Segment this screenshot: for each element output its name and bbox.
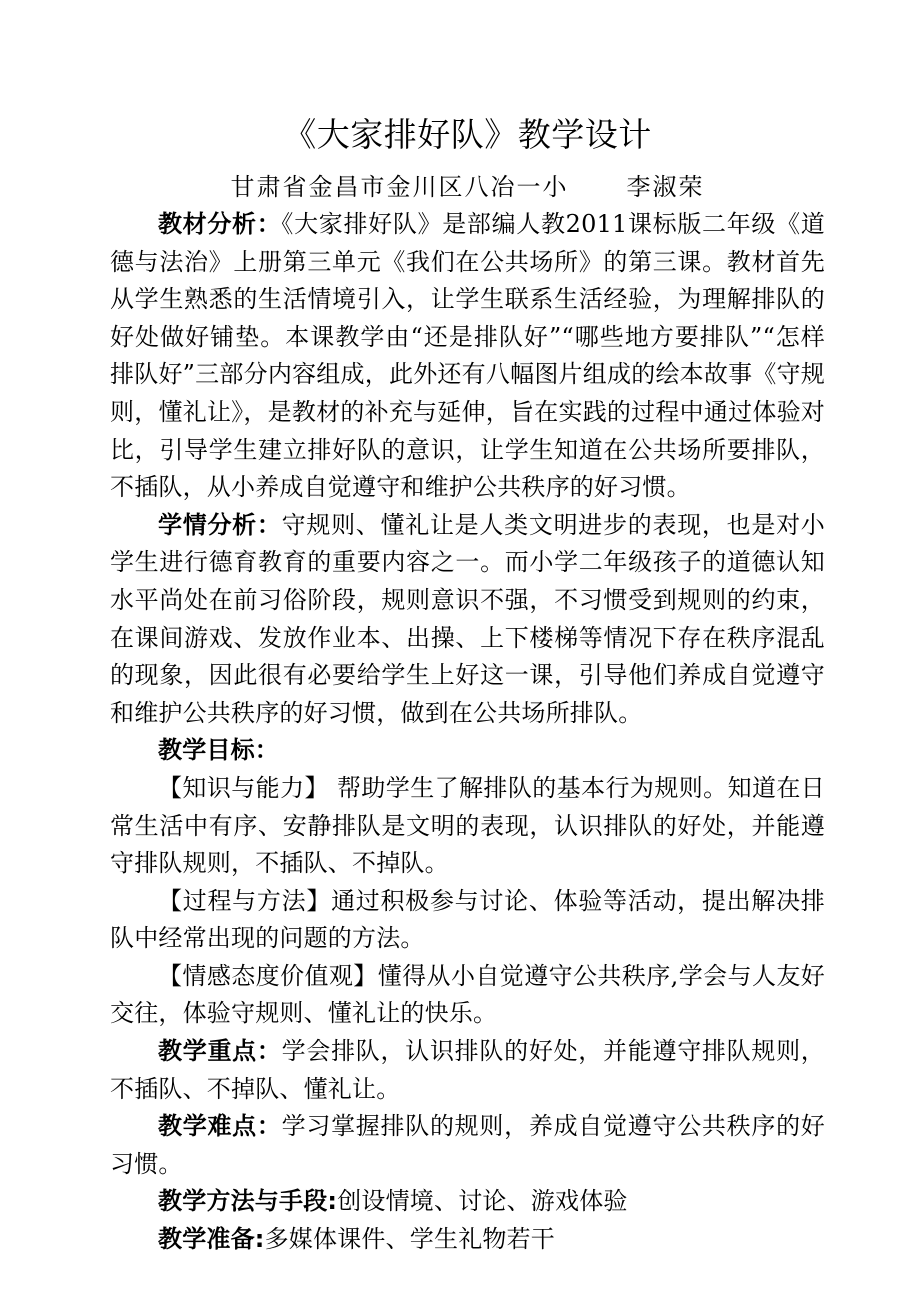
goal-emotion-text: 懂得从小自觉遵守公共秩序,学会与人友好交往，体验守规则、懂礼让的快乐。 (110, 961, 825, 1028)
method-text: 创设情境、讨论、游戏体验 (337, 1187, 628, 1216)
difficulty-label: 教学难点： (158, 1112, 282, 1141)
goals-heading (110, 732, 825, 770)
method-label: 教学方法与手段: (158, 1187, 338, 1216)
method-paragraph (110, 1183, 825, 1221)
goal-emotion-paragraph (110, 958, 825, 1033)
key-point-label: 教学重点： (158, 1037, 282, 1066)
preparation-paragraph (110, 1221, 825, 1259)
author-name: 李淑荣 (626, 173, 705, 201)
goal-process-paragraph (110, 883, 825, 958)
preparation-text: 多媒体课件、学生礼物若干 (264, 1225, 556, 1254)
key-point-paragraph (110, 1033, 825, 1108)
difficulty-paragraph (110, 1108, 825, 1183)
difficulty-text: 学习掌握排队的规则，养成自觉遵守公共秩序的好习惯。 (110, 1112, 826, 1178)
goal-process-label: 【过程与方法】 (158, 886, 332, 915)
goals-label: 教学目标： (158, 736, 279, 765)
student-analysis-label: 学情分析： (158, 510, 282, 539)
author-line (110, 170, 825, 204)
material-analysis-text: 《大家排好队》是部编人教2011课标版二年级《道德与法治》上册第三单元《我们在公共场所》的第三课。教材首先从学生熟悉的生活情境引入，让学生联系生活经验，为理解排队的好处做好铺垫。本课教学由“还是排队好”“哪些地方要排队”“怎样排队好”三部分内容组成，此外还有八幅图片组成的绘本故事《守规则，懂礼让》，是教材的补充与延伸，旨在实践的过程中通过体验对比，引导学生建立排好队的意识，让学生知道在公共场所要排队，不插队，从小养成自觉遵守和维护公共秩序的好习惯。 (110, 210, 825, 502)
goal-knowledge-label: 【知识与能力】 (158, 773, 329, 802)
goal-knowledge-text: 帮助学生了解排队的基本行为规则。知道在日常生活中有序、安静排队是文明的表现，认识排队的好处，并能遵守排队规则，不插队、不掉队。 (110, 773, 826, 878)
document-page (110, 112, 825, 1259)
author-school: 甘肃省金昌市金川区八冶一小 (230, 173, 569, 201)
preparation-label: 教学准备: (158, 1225, 265, 1254)
goal-process-text: 通过积极参与讨论、体验等活动，提出解决排队中经常出现的问题的方法。 (110, 886, 825, 953)
material-analysis-label: 教材分析： (158, 210, 282, 238)
student-analysis-paragraph (110, 507, 825, 733)
key-point-text: 学会排队，认识排队的好处，并能遵守排队规则，不插队、不掉队、懂礼让。 (110, 1037, 826, 1103)
document-title: 《大家排好队》教学设计 (283, 115, 652, 154)
goal-emotion-label: 【情感态度价值观】 (158, 961, 378, 990)
material-analysis-paragraph (110, 206, 825, 507)
student-analysis-text: 守规则、懂礼让是人类文明进步的表现，也是对小学生进行德育教育的重要内容之一。而小学二年级孩子的道德认知水平尚处在前习俗阶段，规则意识不强，不习惯受到规则的约束，在课间游戏、发放作业本、出操、上下楼梯等情况下存在秩序混乱的现象，因此很有必要给学生上好这一课，引导他们养成自觉遵守和维护公共秩序的好习惯，做到在公共场所排队。 (110, 510, 826, 727)
goal-knowledge-paragraph (110, 770, 825, 883)
